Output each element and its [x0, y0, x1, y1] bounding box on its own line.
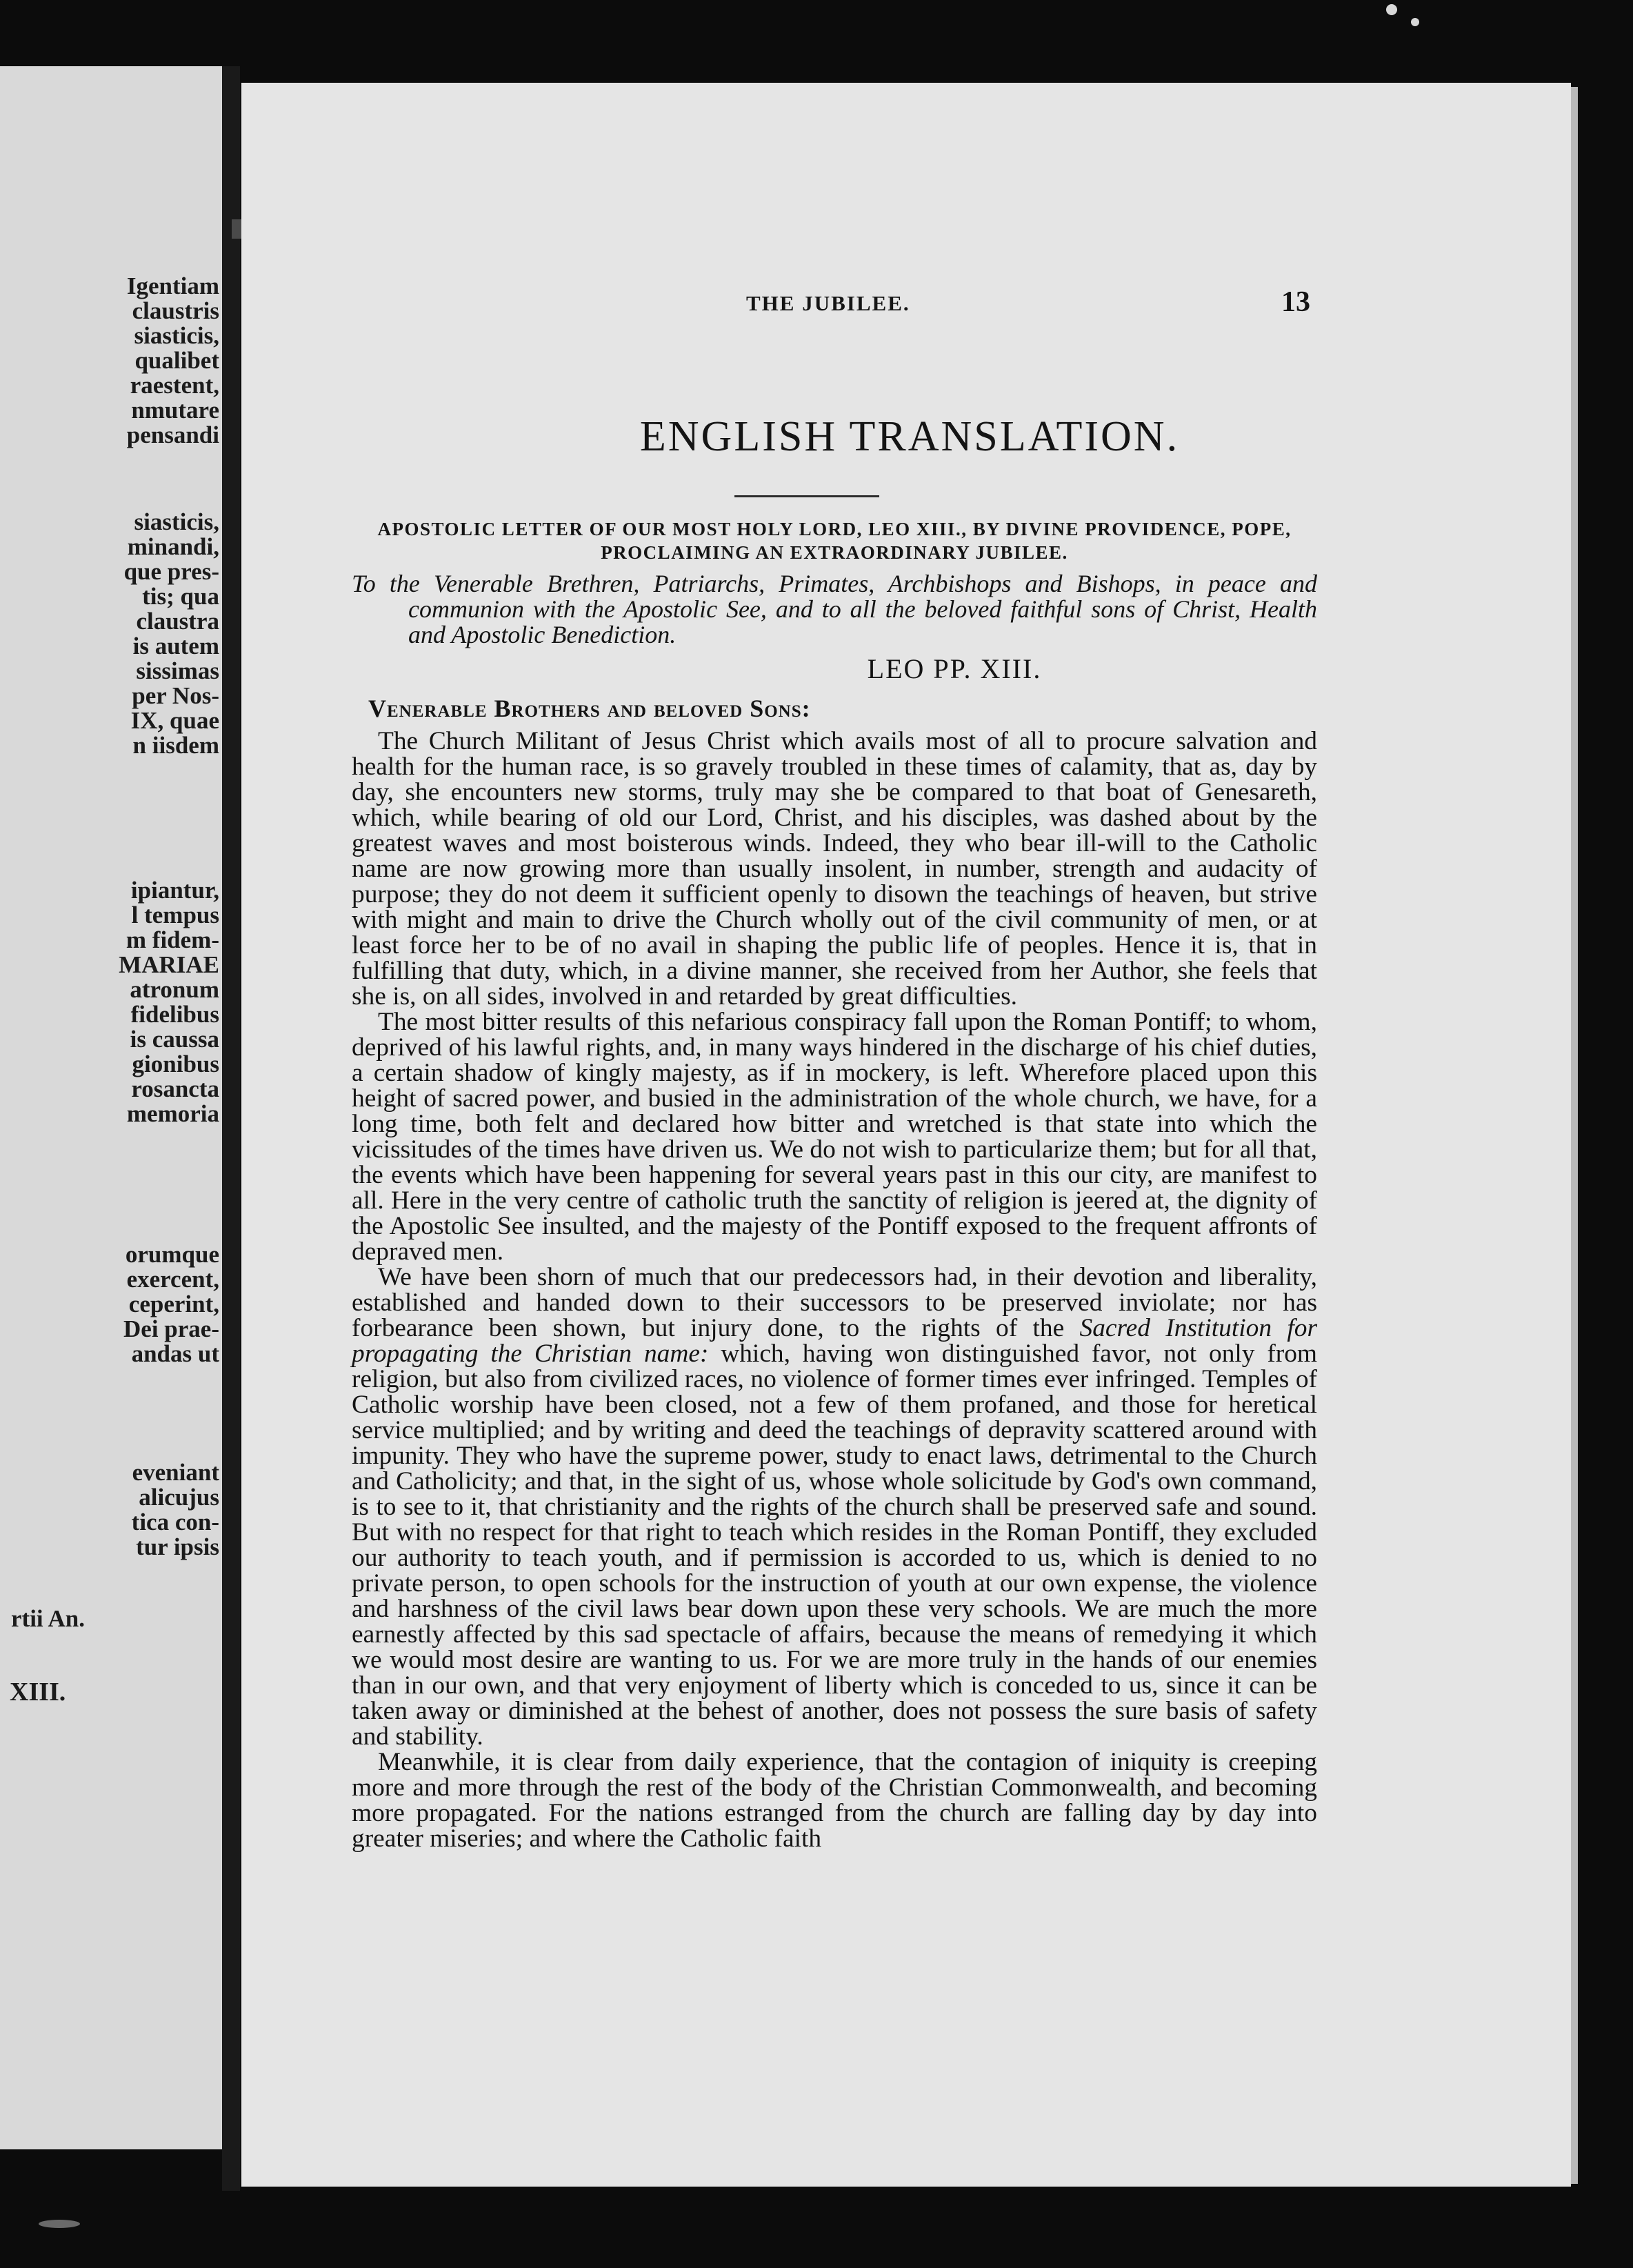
salutation: Venerable Brothers and beloved Sons:: [368, 695, 811, 722]
paragraph-2: The most bitter results of this nefarious conspiracy fall upon the Roman Pontiff; to whom, deprived of his lawful rights, and, in many ways hindered in the discharge of his chief duties, a certain shadow of kingly majesty, as if in mockery, is left. Wherefore placed upon this height of sacred power, and busied in the administration of the whole church, we have, for a long time, both felt and declared how bitter and wretched is that state into which the vicissitudes of the times have driven us. We do not wish to particularize them; but for all that, the events which have been happening for several years past in this our city, are manifest to all. Here in the very centre of catholic truth the sanctity of religion is jeered at, the dignity of the Apostolic See insulted, and the majesty of the Pontiff exposed to the frequent affronts of depraved men.: [352, 1008, 1317, 1266]
running-title: THE JUBILEE.: [746, 291, 910, 315]
facing-page-line: siasticis,: [134, 508, 219, 535]
facing-page-line: is caussa: [130, 1026, 219, 1053]
facing-page-line: eveniant: [132, 1459, 219, 1486]
facing-page-line: m fidem-: [126, 926, 219, 953]
facing-page-line: per Nos-: [132, 682, 219, 709]
facing-page-line: sissimas: [136, 657, 219, 684]
facing-page-line: ceperint,: [128, 1291, 219, 1317]
facing-page-line: que pres-: [123, 558, 219, 585]
facing-page-line: rosancta: [131, 1075, 219, 1102]
facing-page-line: MARIAE: [119, 951, 219, 978]
facing-page-line: qualibet: [134, 347, 219, 374]
letter-heading: APOSTOLIC LETTER OF OUR MOST HOLY LORD, LEO XIII., BY DIVINE PROVIDENCE, POPE, PROCLAIMING AN EXTRAORDINARY JUBILEE.: [377, 519, 1292, 563]
facing-page-line: raestent,: [130, 372, 219, 399]
scan-speck: [1386, 4, 1397, 15]
facing-page-line: orumque: [125, 1241, 219, 1268]
page-edge: [1571, 87, 1578, 2184]
paragraph-1: The Church Militant of Jesus Christ which avails most of all to procure salvation and health for the human race, is so gravely troubled in these times of calamity, that as, day by day, she encounters new storms, truly may she be compared to that boat of Genesareth, which, while bearing of old our Lord, Christ, and his disciples, was dashed about by the greatest waves and most boisterous winds. Indeed, they who bear ill-will to the Catholic name are now growing more than usually insolent, in number, strength and audacity of purpose; they do not deem it sufficient openly to disown the teachings of heaven, but strive with might and main to drive the Church wholly out of the civil community of men, or at least force her to be of no avail in shaping the public life of peoples. Hence it is, that in fulfilling that duty, which, in a divine manner, she received from her Author, she feels that she is, on all sides, involved in and retarded by great difficulties.: [352, 727, 1317, 1011]
signature-heading: LEO PP. XIII.: [867, 653, 1042, 684]
book-gutter: [222, 66, 240, 2191]
facing-page-line: IX, quae: [130, 707, 219, 734]
facing-page-line: claustra: [136, 608, 219, 635]
running-head: [241, 286, 1571, 332]
page-number: 13: [1281, 286, 1310, 318]
facing-page-line: ipiantur,: [130, 877, 219, 904]
paragraph-3: [352, 1264, 1317, 1749]
scan-speck: [1411, 18, 1419, 26]
facing-page-line: memoria: [126, 1100, 219, 1127]
paragraph-3-part-a: We have been shorn of much that our predecessors had, in their devotion and liberality, established and handed down to their successors to be preserved inviolate; nor has forbearance been shown, but injury done, to the rights of the: [352, 1263, 1317, 1342]
facing-page-line: claustris: [132, 297, 219, 324]
facing-page-line: Dei prae-: [123, 1315, 219, 1342]
title-rule: [734, 495, 879, 497]
facing-page-line: is autem: [132, 633, 219, 659]
facing-page-line: rtii An.: [11, 1605, 85, 1632]
letter-body: [352, 728, 1317, 1851]
facing-page-line: tur ipsis: [136, 1533, 219, 1560]
facing-page-line: nmutare: [131, 397, 219, 424]
facing-page-line: alicujus: [139, 1484, 219, 1511]
page-title: ENGLISH TRANSLATION.: [639, 413, 1180, 460]
facing-page-line: XIII.: [10, 1678, 66, 1707]
facing-page: [0, 66, 222, 2149]
facing-page-line: andas ut: [131, 1340, 219, 1367]
facing-page-line: Igentiam: [126, 272, 219, 299]
facing-page-line: fidelibus: [130, 1001, 219, 1028]
paragraph-3-part-b: which, having won distinguished favor, not only from religion, but also from civilized races, no violence of former times ever infringed. Temples of Catholic worship have been closed, not a few of them profaned, and those for heretical service multiplied; and by writing and deed the teachings of depravity scattered around with impunity. They who have the supreme power, study to enact laws, detrimental to the Church and Catholicity; and that, in the sight of us, whose whole solicitude by God's own command, is to see to it, that christianity and the rights of the church shall be preserved safe and sound. But with no respect for that right to teach which resides in the Roman Pontiff, they excluded our authority to teach youth, and if permission is accorded to us, which is denied to no private person, to open schools for the instruction of youth at our own expense, the violence and harshness of the civil laws bear down upon these very schools. We are much the more earnestly affected by this sad spectacle of affairs, because the means of remedying it which we would most desire are wanting to us. For we are more truly in the hands of our enemies than in our own, and that very enjoyment of liberty which is conceded to us, since it can be taken away or diminished at the behest of another, does not possess the sure basis of safety and stability.: [352, 1340, 1317, 1751]
letter-address: To the Venerable Brethren, Patriarchs, Primates, Archbishops and Bishops, in peace and communion with the Apostolic See, and to all the beloved faithful sons of Christ, Health and Apostolic Benediction.: [352, 570, 1317, 648]
facing-page-line: gionibus: [132, 1051, 219, 1077]
facing-page-line: exercent,: [126, 1266, 219, 1293]
facing-page-line: siasticis,: [134, 322, 219, 349]
document-page: [241, 83, 1571, 2187]
paragraph-4: Meanwhile, it is clear from daily experience, that the contagion of iniquity is creeping more and more through the rest of the body of the Christian Commonwealth, and becoming more propagated. For the nations estranged from the church are falling day by day into greater miseries; and where the Catholic faith: [352, 1748, 1317, 1853]
facing-page-line: atronum: [130, 976, 219, 1003]
italic-institution-name: Sacred Institution for propagating the Christian name:: [352, 1314, 1317, 1368]
facing-page-line: l tempus: [131, 902, 219, 928]
scan-speck: [39, 2220, 80, 2228]
facing-page-line: minandi,: [127, 533, 219, 560]
facing-page-line: pensandi: [126, 421, 219, 448]
facing-page-line: tis; qua: [142, 583, 219, 610]
facing-page-line: tica con-: [131, 1509, 219, 1535]
facing-page-line: n iisdem: [132, 732, 219, 759]
